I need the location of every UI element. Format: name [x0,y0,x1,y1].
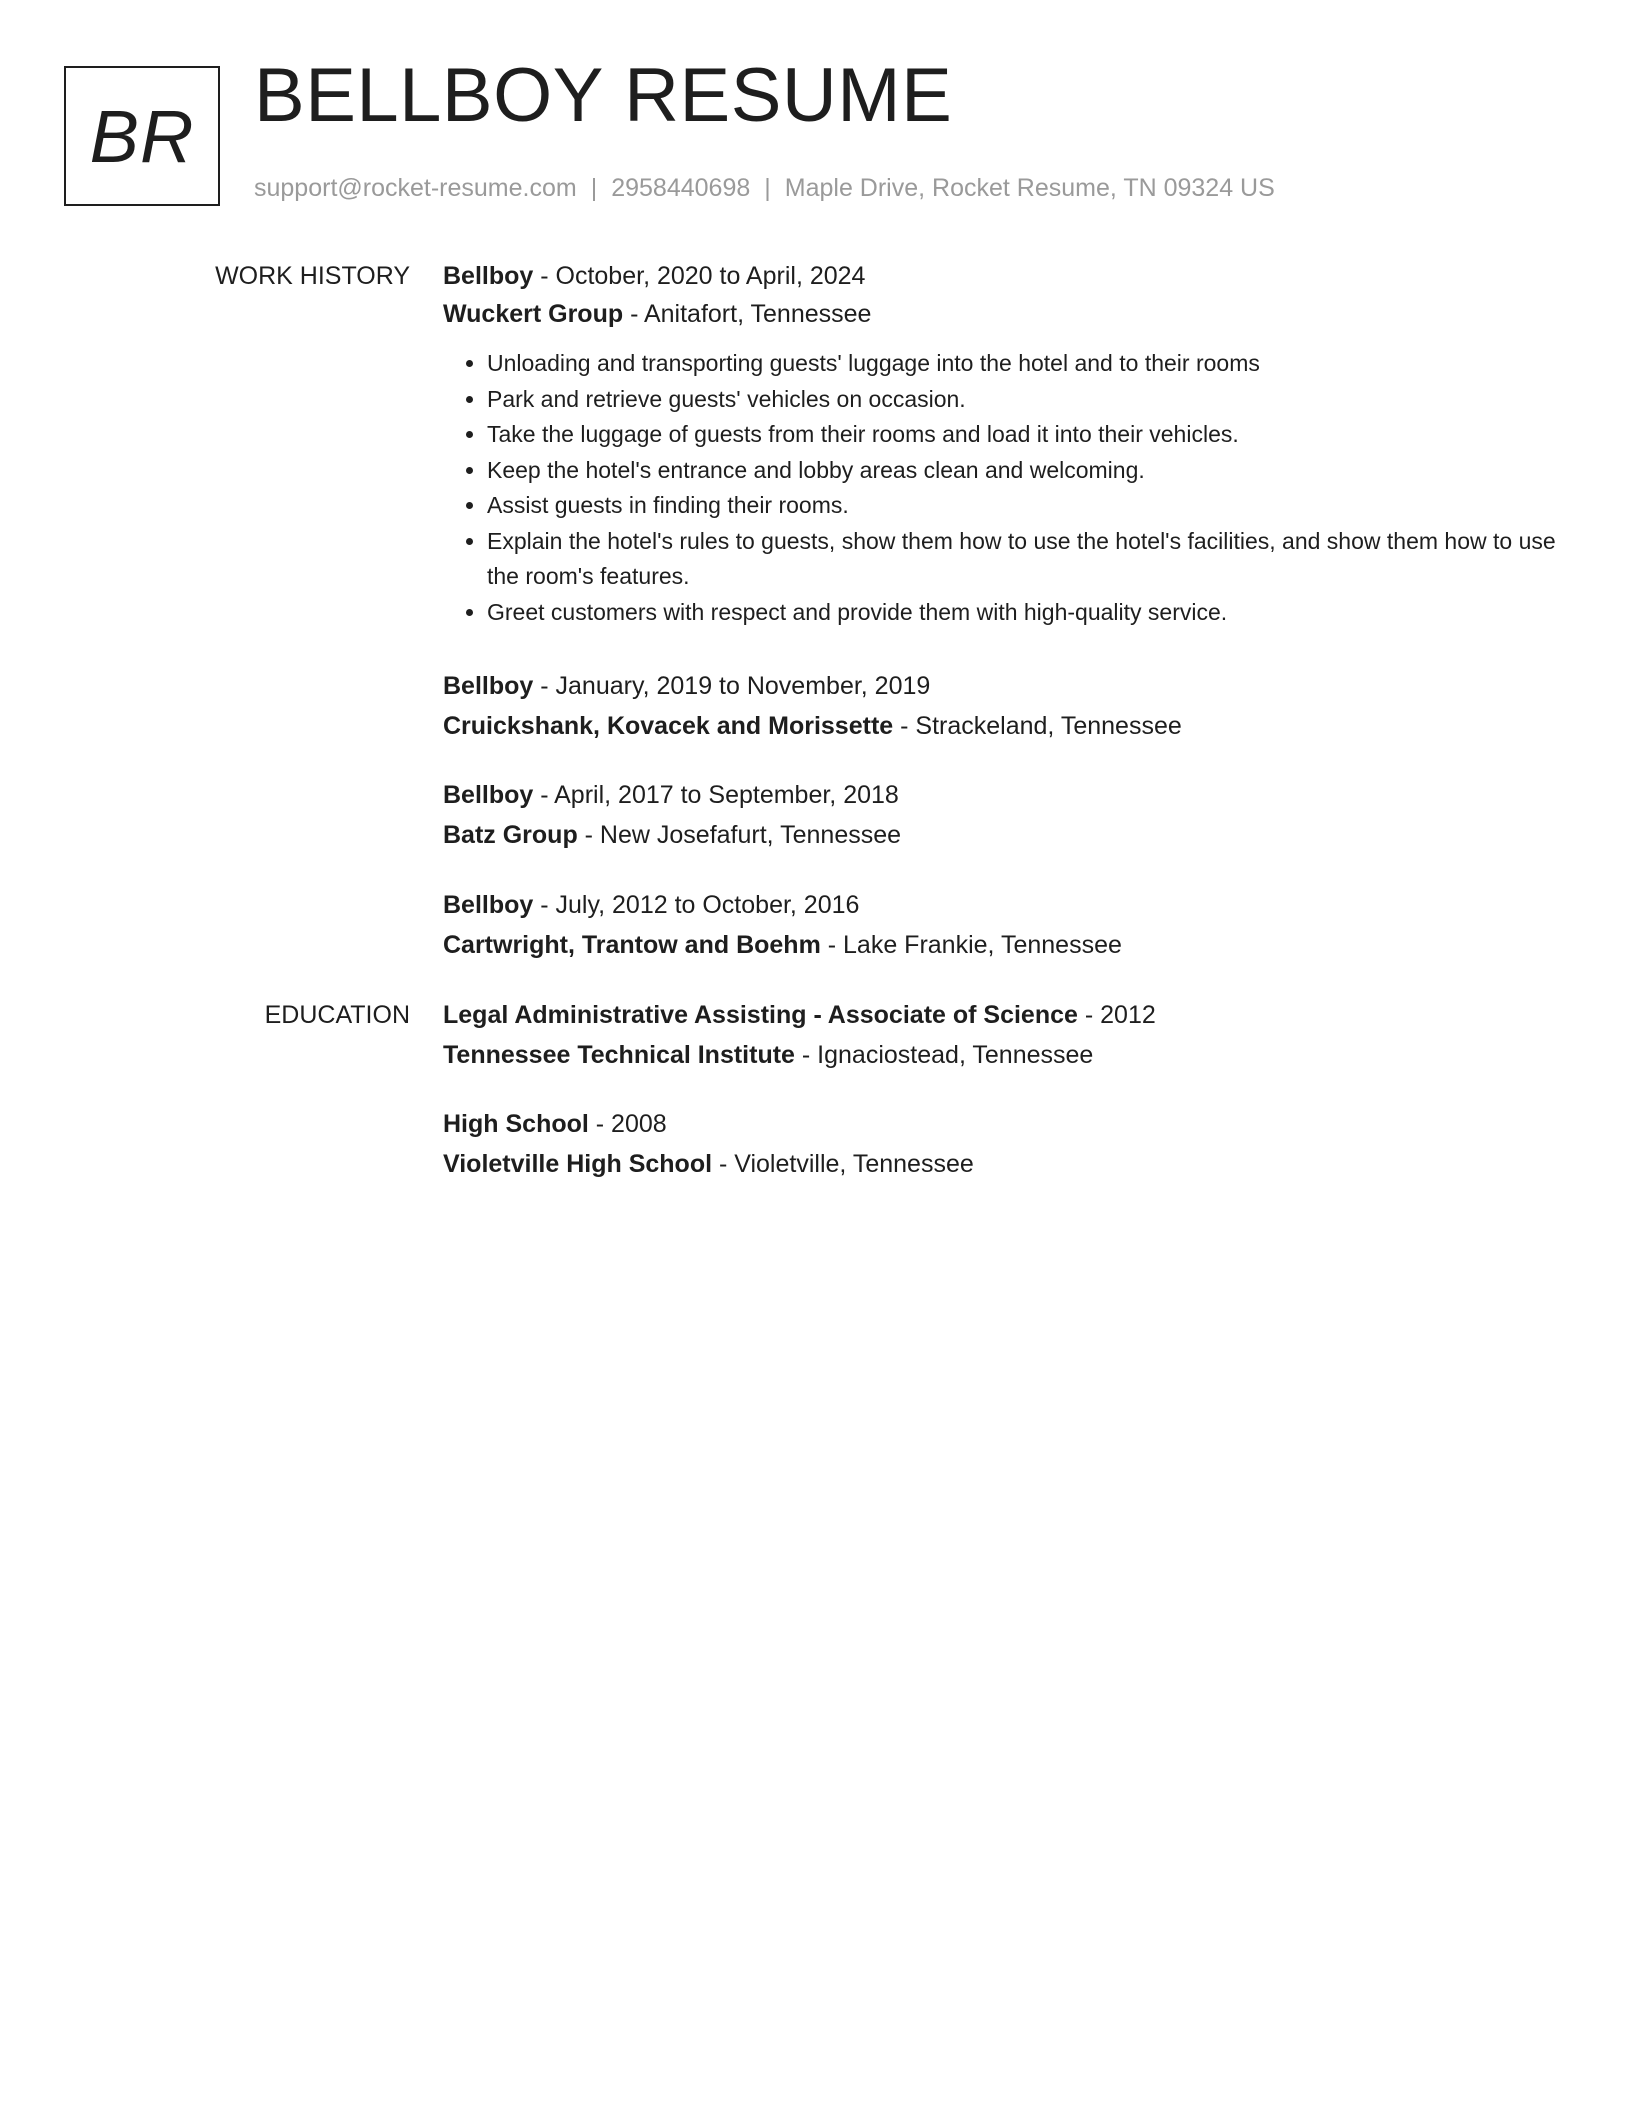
contact-separator: | [590,174,598,202]
school-line [443,1150,974,1179]
list-item: • Keep the hotel's entrance and lobby areas clean and welcoming. [487,453,1567,489]
job-dates: - April, 2017 to September, 2018 [533,781,899,809]
contact-address: Maple Drive, Rocket Resume, TN 09324 US [784,174,1275,202]
job-title: Bellboy [443,781,534,809]
job-dates: - January, 2019 to November, 2019 [533,672,931,700]
contact-line [254,174,1275,203]
work-history-label: WORK HISTORY [215,262,410,290]
list-item: • Explain the hotel's rules to guests, show them how to use the hotel's facilities, and show them how to use the room's features. [487,524,1567,595]
school: Tennessee Technical Institute [443,1041,795,1069]
job-dates: - October, 2020 to April, 2024 [533,262,866,290]
contact-separator: | [764,174,771,202]
list-item: • Assist guests in finding their rooms. [487,488,1567,524]
list-item: • Greet customers with respect and provide them with high-quality service. [487,595,1567,631]
job-title: Bellboy [443,262,534,290]
job-company: Batz Group [443,821,578,849]
degree-line [443,1110,667,1139]
job-location: - New Josefafurt, Tennessee [577,821,902,849]
job-company-line [443,300,871,329]
degree-year: - 2012 [1077,1001,1156,1029]
degree: High School [443,1110,589,1138]
school-location: - Violetville, Tennessee [712,1150,974,1178]
job-company-line [443,931,1122,960]
job-duties-list [443,346,1567,630]
job-location: - Anitafort, Tennessee [623,300,872,328]
resume-title: BELLBOY RESUME [254,53,953,138]
list-item: • Park and retrieve guests' vehicles on occasion. [487,382,1567,418]
job-location: - Lake Frankie, Tennessee [820,931,1122,959]
job-title: Bellboy [443,891,534,919]
job-title-line [443,262,865,291]
job-company-line [443,821,901,850]
list-item: • Unloading and transporting guests' luggage into the hotel and to their rooms [487,346,1567,382]
job-company: Wuckert Group [443,300,624,328]
degree: Legal Administrative Assisting - Associate of Science [443,1001,1078,1029]
school: Violetville High School [443,1150,713,1178]
contact-email: support@rocket-resume.com [254,174,577,202]
job-title: Bellboy [443,672,534,700]
list-item: • Take the luggage of guests from their rooms and load it into their vehicles. [487,417,1567,453]
degree-year: - 2008 [588,1110,667,1138]
school-location: - Ignaciostead, Tennessee [794,1041,1094,1069]
contact-phone: 2958440698 [611,174,751,202]
job-company-line [443,712,1182,741]
education-label: EDUCATION [264,1001,410,1029]
job-title-line [443,781,899,810]
school-line [443,1041,1093,1070]
job-company: Cartwright, Trantow and Boehm [443,931,821,959]
job-dates: - July, 2012 to October, 2016 [533,891,860,919]
monogram: BR [64,66,220,206]
job-location: - Strackeland, Tennessee [893,712,1182,740]
job-company: Cruickshank, Kovacek and Morissette [443,712,894,740]
job-title-line [443,891,859,920]
degree-line [443,1001,1156,1030]
job-title-line [443,672,930,701]
